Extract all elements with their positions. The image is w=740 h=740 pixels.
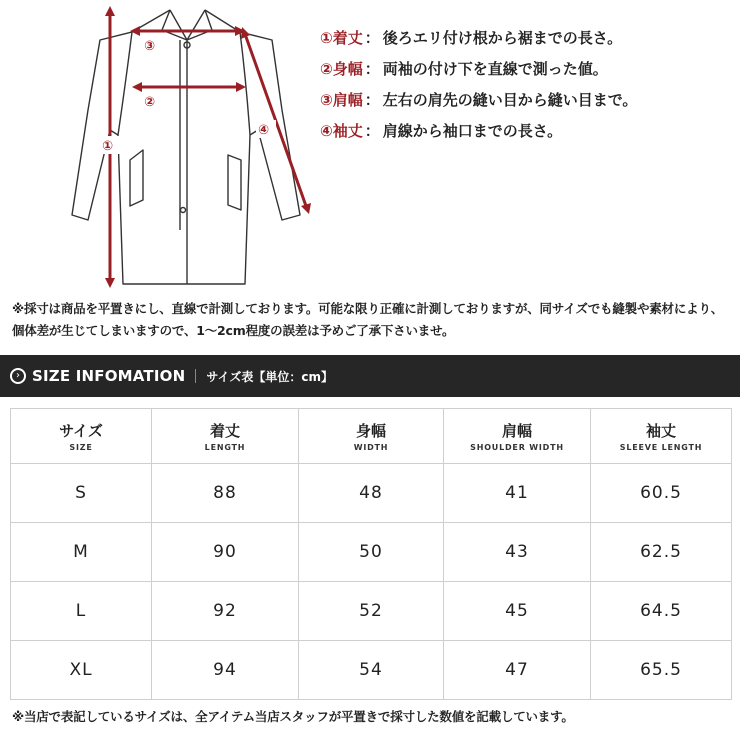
header-length — [152, 409, 299, 464]
header-label: 肩幅 — [501, 422, 532, 440]
cell-width: 50 — [299, 523, 444, 582]
header-sublabel: SLEEVE LENGTH — [619, 443, 703, 452]
cell-sleeve: 62.5 — [591, 523, 732, 582]
table-row — [11, 464, 732, 523]
header-label: サイズ — [59, 422, 103, 440]
legend-number: ③ — [320, 90, 333, 109]
cell-size: L — [11, 582, 152, 641]
cell-sleeve: 64.5 — [591, 582, 732, 641]
legend-term: 身幅 — [332, 60, 363, 78]
header-label: 着丈 — [209, 422, 240, 440]
cell-shoulder: 47 — [444, 641, 591, 700]
measurement-note: ※採寸は商品を平置きにし、直線で計測しております。可能な限り正確に計測しておりますが、同サイズでも縫製や素材により、個体差が生じてしまいますので、1〜2cm程度の誤差は予めご了承下さいませ。 — [12, 301, 724, 338]
header-sublabel: SIZE — [69, 443, 93, 452]
measurement-legend — [320, 22, 730, 146]
legend-row-width — [320, 53, 730, 84]
cell-sleeve: 60.5 — [591, 464, 732, 523]
legend-separator: ： — [364, 29, 380, 47]
cell-length: 90 — [152, 523, 299, 582]
header-label: 身幅 — [355, 422, 386, 440]
cell-length: 94 — [152, 641, 299, 700]
label-3: ③ — [144, 39, 156, 54]
coat-illustration — [60, 0, 320, 290]
cell-sleeve: 65.5 — [591, 641, 732, 700]
cell-size: S — [11, 464, 152, 523]
table-header-row — [11, 409, 732, 464]
legend-row-length — [320, 22, 730, 53]
cell-width: 48 — [299, 464, 444, 523]
legend-separator: ： — [364, 91, 380, 109]
cell-shoulder: 45 — [444, 582, 591, 641]
header-sleeve — [591, 409, 732, 464]
label-1: ① — [102, 139, 114, 154]
store-size-note: ※当店で表記しているサイズは、全アイテム当店スタッフが平置きで採寸した数値を記載しています。 — [12, 709, 574, 724]
cell-shoulder: 41 — [444, 464, 591, 523]
legend-separator: ： — [364, 122, 380, 140]
legend-term: 袖丈 — [332, 122, 363, 140]
legend-number: ① — [320, 28, 333, 47]
legend-number: ② — [320, 59, 333, 78]
cell-length: 88 — [152, 464, 299, 523]
cell-size: XL — [11, 641, 152, 700]
divider — [195, 369, 196, 383]
legend-row-shoulder — [320, 84, 730, 115]
table-row — [11, 582, 732, 641]
label-2: ② — [144, 95, 156, 110]
legend-description: 左右の肩先の縫い目から縫い目まで。 — [382, 91, 638, 109]
legend-number: ④ — [320, 121, 333, 140]
legend-term: 肩幅 — [332, 91, 363, 109]
section-header — [0, 355, 740, 397]
cell-size: M — [11, 523, 152, 582]
cell-length: 92 — [152, 582, 299, 641]
header-shoulder — [444, 409, 591, 464]
coat-diagram — [60, 0, 320, 290]
cell-shoulder: 43 — [444, 523, 591, 582]
legend-term: 着丈 — [332, 29, 363, 47]
label-4: ④ — [258, 123, 270, 138]
header-sublabel: SHOULDER WIDTH — [470, 443, 564, 452]
legend-row-sleeve — [320, 115, 730, 146]
header-size — [11, 409, 152, 464]
legend-description: 両袖の付け下を直線で測った値。 — [382, 60, 608, 78]
header-sublabel: LENGTH — [204, 443, 246, 452]
table-row — [11, 641, 732, 700]
header-width — [299, 409, 444, 464]
legend-separator: ： — [364, 60, 380, 78]
chevron-right-icon: › — [10, 368, 26, 384]
table-row — [11, 523, 732, 582]
section-subtitle: サイズ表【単位：cm】 — [206, 369, 334, 384]
header-label: 袖丈 — [645, 422, 676, 440]
cell-width: 52 — [299, 582, 444, 641]
section-title: SIZE INFOMATION — [32, 367, 186, 385]
size-table — [10, 408, 732, 700]
legend-description: 後ろエリ付け根から裾までの長さ。 — [382, 29, 623, 47]
cell-width: 54 — [299, 641, 444, 700]
legend-description: 肩線から袖口までの長さ。 — [382, 122, 563, 140]
header-sublabel: WIDTH — [353, 443, 389, 452]
